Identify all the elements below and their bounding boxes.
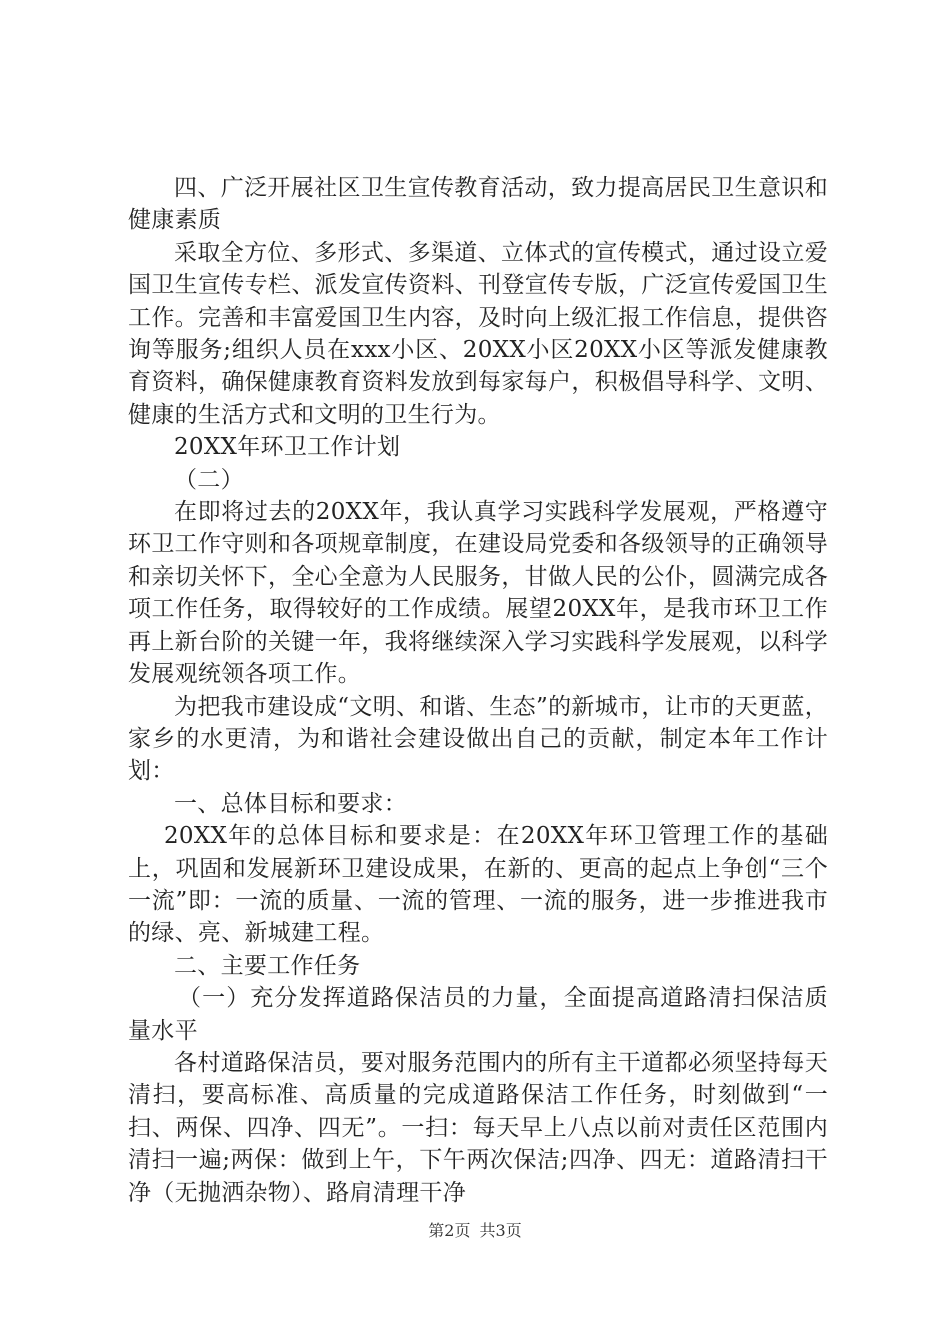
subsection-heading: （一）充分发挥道路保洁员的力量，全面提高道路清扫保洁质量水平 xyxy=(128,985,828,1044)
section-heading: 一、总体目标和要求： xyxy=(174,790,407,817)
paragraph: 各村道路保洁员，要对服务范围内的所有主干道都必须坚持每天清扫，要高标准、高质量的完成道路保洁工作任务，时刻做到“一扫、两保、四净、四无”。一扫：每天早上八点以前对责任区范围内清扫一遍;两保：做到上午，下午两次保洁;四净、四无：道路清扫干净（无抛洒杂物）、路肩清理干净 xyxy=(128,1049,828,1206)
paragraph: 20XX年的总体目标和要求是：在20XX年环卫管理工作的基础上，巩固和发展新环卫建设成果，在新的、更高的起点上争创“三个一流”即：一流的质量、一流的管理、一流的服务，进一步推进我市的绿、亮、新城建工程。 xyxy=(128,823,828,947)
section-heading: 二、主要工作任务 xyxy=(174,952,361,979)
page-number: 第2页 xyxy=(428,1221,471,1240)
page-footer xyxy=(0,1218,950,1241)
section-heading: 四、广泛开展社区卫生宣传教育活动，致力提高居民卫生意识和健康素质 xyxy=(128,175,828,234)
paragraph: 为把我市建设成“文明、和谐、生态”的新城市，让市的天更蓝，家乡的水更清，为和谐社会建设做出自己的贡献，制定本年工作计划： xyxy=(128,693,828,785)
paragraph: 在即将过去的20XX年，我认真学习实践科学发展观，严格遵守环卫工作守则和各项规章制度，在建设局党委和各级领导的正确领导和亲切关怀下，全心全意为人民服务，甘做人民的公仆，圆满完成各项工作任务，取得较好的工作成绩。展望20XX年，是我市环卫工作再上新台阶的关键一年，我将继续深入学习实践科学发展观，以科学发展观统领各项工作。 xyxy=(128,499,828,688)
plan-subtitle: （二） xyxy=(174,466,244,493)
page-total: 共3页 xyxy=(479,1221,522,1240)
plan-title: 20XX年环卫工作计划 xyxy=(174,434,401,461)
paragraph: 采取全方位、多形式、多渠道、立体式的宣传模式，通过设立爱国卫生宣传专栏、派发宣传资料、刊登宣传专版，广泛宣传爱国卫生工作。完善和丰富爱国卫生内容，及时向上级汇报工作信息，提供咨询等服务;组织人员在xxx小区、20XX小区20XX小区等派发健康教育资料，确保健康教育资料发放到每家每户，积极倡导科学、文明、健康的生活方式和文明的卫生行为。 xyxy=(128,239,828,428)
document-body xyxy=(128,172,828,1209)
